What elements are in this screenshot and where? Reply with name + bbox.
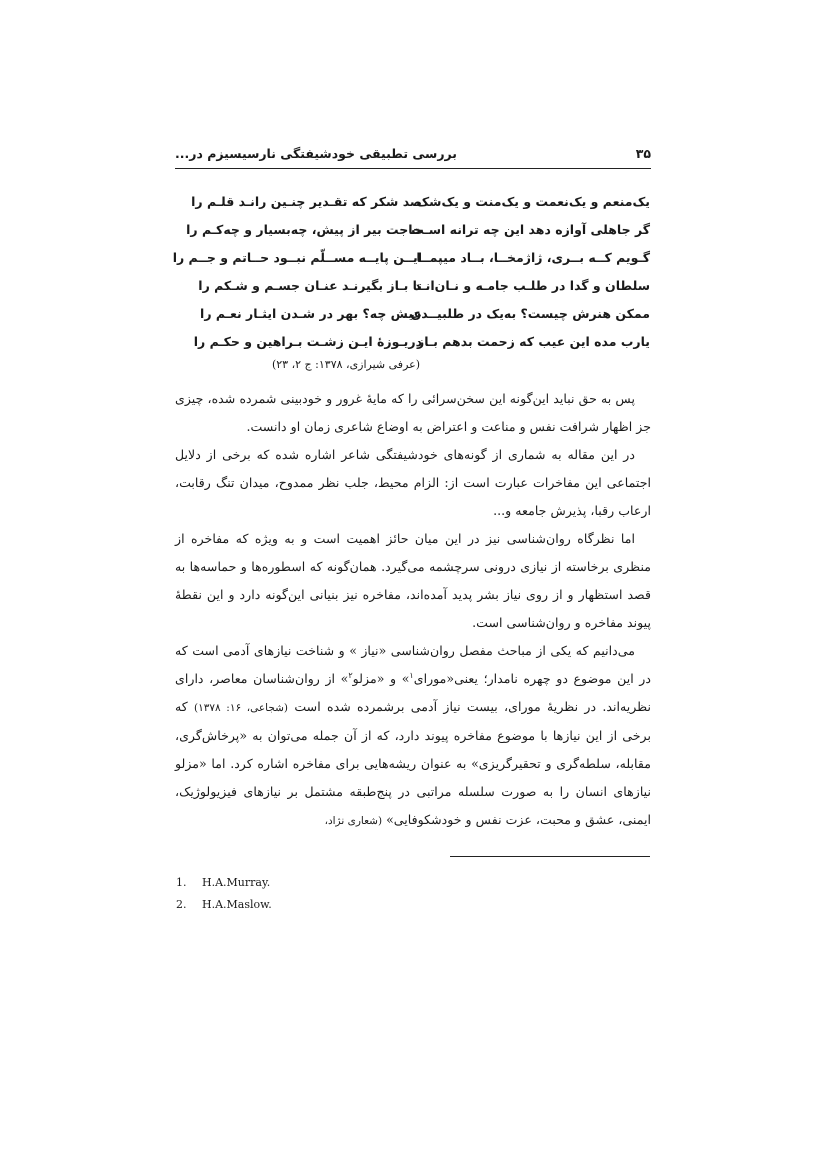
paragraph: در این مقاله به شماری از گونه‌های خودشیفتگی شاعر اشاره شده که برخی از دلایل اجتماعی این مفاخرات عبارت است از: الزام محیط، جلب نظر ممدوح، میدان تنگ رقابت، ارعاب رقبا، پذیرش جامعه و... — [175, 447, 651, 518]
page-number: ۳۵ — [635, 145, 651, 161]
footnote-number: 2. — [176, 898, 187, 911]
paragraph: پس به حق نباید این‌گونه این سخن‌سرائی را که مایۀ غرور و خودبینی شمرده شده، چیزی جز اظهار شرافت نفس و مناعت و اعتراض به اوضاع شاعری زمان او دانست. — [175, 391, 651, 434]
poem-hemistich-left: دریـوزۀ ایـن زشـت بـراهین و حکـم را — [193, 334, 422, 349]
poem-hemistich-right: ممکن هنرش چیست؟ به‌یک در طلبیــدن — [410, 306, 650, 321]
poem-hemistich-left: تا بـاز بگیرنـد عنـان جسـم و شـکم را — [198, 278, 422, 293]
poem-hemistich-right: گر جاهلی آوازه دهد این چه ترانه اسـت — [411, 222, 650, 237]
article-body — [175, 385, 651, 835]
running-title: بررسی تطبیقی خودشیفتگی نارسیسیزم در... — [175, 145, 457, 161]
footnote-ref-2[interactable]: ۲ — [348, 670, 353, 680]
inline-citation: (شعاری نژاد، — [324, 815, 383, 827]
footnote-divider — [450, 856, 650, 857]
poem-hemistich-right: سلطان و گدا در طلـب جامـه و نـان‌انـد — [414, 278, 650, 293]
inline-citation: (شجاعی، ۱۶: ۱۳۷۸) — [194, 702, 289, 714]
poem-couplet — [186, 216, 650, 244]
text-run: » از روان‌شناسان معاصر، دارای نظریه‌اند. در نظریۀ مورای، بیست نیاز آدمی برشمرده شده است — [175, 671, 651, 714]
text-run: می‌دانیم که یکی از مباحث مفصل روان‌شناسی «نیاز » و شناخت نیازهای آدمی است که در این موضوع دو چهره نامدار؛ یعنی«مورای — [175, 643, 651, 686]
footnote-text: H.A.Murray. — [202, 876, 271, 889]
poem-couplet — [172, 244, 650, 272]
text-run: که برخی از این نیازها با موضوع مفاخره پیوند دارد، که از آن جمله می‌توان به «پرخاش‌گری، مقابله، سلطه‌گری و تحقیرگریزی» به عنوان ریشه‌هایی برای مفاخره اشاره کرد. اما «مزلو نیازهای انسان را به صورت سلسله مراتبی در پنج‌طبقه مشتمل بر نیازهای فیزیولوژیک، ایمنی، عشق و محبت، عزت نفس و خودشکوفایی» — [175, 699, 651, 827]
poem-hemistich-right: گـویم کــه بــری، ژاژمخــا، بــاد میپمــا — [416, 250, 650, 265]
footnote — [176, 872, 476, 894]
poem-couplet — [191, 188, 650, 216]
poem-citation: (عرفی شیرازی، ۱۳۷۸: ج ۲، ۲۳) — [271, 358, 420, 371]
poem-couplet — [193, 328, 650, 356]
paragraph — [175, 637, 651, 835]
header-divider — [175, 168, 651, 169]
footnote — [176, 894, 476, 916]
poem-block — [172, 188, 650, 356]
paragraph: اما نظرگاه روان‌شناسی نیز در این میان حائز اهمیت است و به ویژه که مفاخره از منظری برخاسته از نیازی درونی سرچشمه می‌گیرد. همان‌گونه که اسطوره‌ها و حماسه‌ها به قصد استظهار و از روی نیاز بشر پدید آمده‌اند، مفاخره نیز بنیانی این‌گونه دارد و این نقطۀ پیوند مفاخره و روان‌شناسی است. — [175, 531, 651, 630]
poem-hemistich-left: ایــن پایــه مســلّم نبــود حــاتم و جــم را — [172, 250, 422, 265]
poem-hemistich-left: حاجت بیر از پیش، چه‌بسیار و چه‌کـم را — [186, 222, 422, 237]
text-run: » و «مزلو — [352, 671, 410, 686]
poem-hemistich-left: عیش چه؟ بهر در شـدن ایثـار نعـم را — [200, 306, 422, 321]
poem-hemistich-right: یک‌منعم و یک‌نعمت و یک‌منت و یک‌شک — [416, 194, 650, 209]
poem-couplet — [198, 272, 650, 300]
footnote-ref-1[interactable]: ۱ — [409, 670, 414, 680]
footnote-number: 1. — [176, 876, 187, 889]
footnotes — [176, 872, 476, 916]
footnote-text: H.A.Maslow. — [202, 898, 272, 911]
poem-hemistich-left: صد شکر که تقـدیر چنـین رانـد قلـم را — [191, 194, 422, 209]
poem-hemistich-right: یارب مده این عیب که زحمت بدهم بـاز — [417, 334, 650, 349]
poem-couplet — [198, 300, 650, 328]
running-header — [175, 143, 651, 163]
